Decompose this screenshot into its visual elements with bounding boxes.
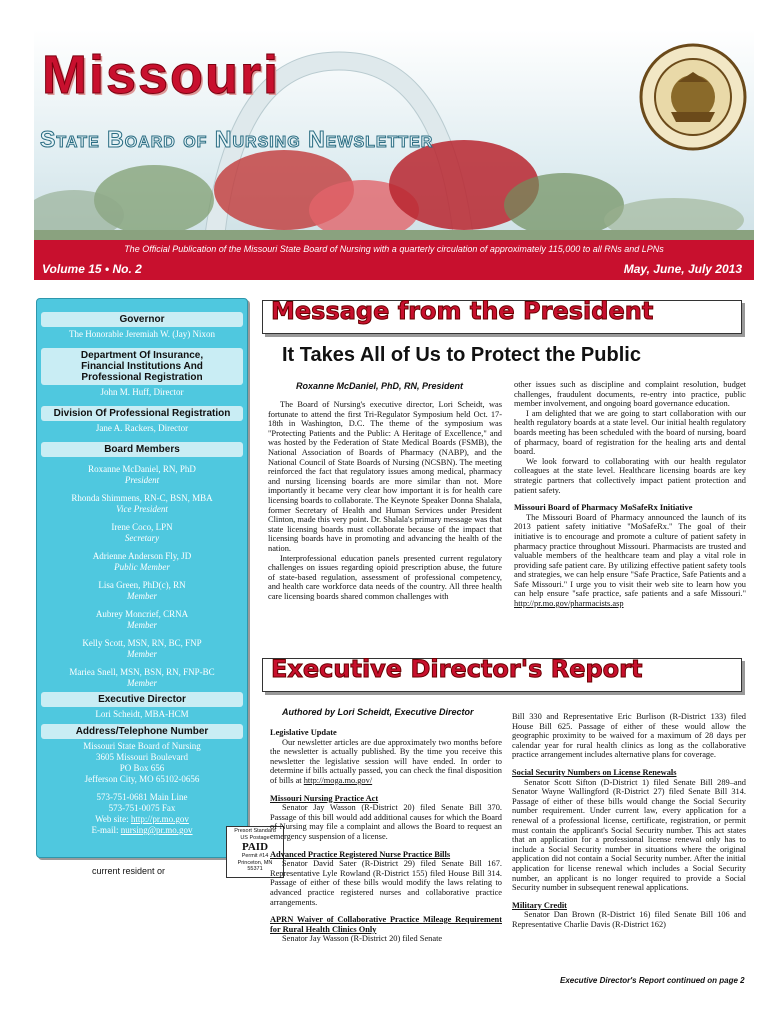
board-member-role: Member xyxy=(127,591,157,601)
executive-director-name: Lori Scheidt, MBA-HCM xyxy=(95,709,189,719)
address-heading: Address/Telephone Number xyxy=(41,724,243,739)
board-member-name: Mariea Snell, MSN, BSN, RN, FNP-BC xyxy=(69,667,215,677)
board-member xyxy=(41,609,243,631)
address-line: Missouri State Board of Nursing xyxy=(83,741,201,751)
insurance-block xyxy=(37,345,247,403)
permit-city: Princeton, MN xyxy=(237,859,273,866)
paid-label: PAID xyxy=(241,841,269,853)
article-paragraph: other issues such as discipline and complaint resolution, budget challenges, fraudulent documents, re-entry into practice, public member involvement, and ongoing board governance education. xyxy=(514,380,746,409)
article-paragraph: Senator David Sater (R-District 29) filed Senate Bill 167. Representative Lyle Rowland (R-District 155) filed House Bill 314. Passage of either of these bills would modify the laws relating to advanced practice registered nurses and collaborative practice arrangements. xyxy=(270,859,502,907)
masthead-title: Missouri xyxy=(42,45,281,105)
missouri-state-seal-logo xyxy=(638,42,748,152)
president-section-header xyxy=(262,297,742,334)
board-member-name: Irene Coco, LPN xyxy=(111,522,173,532)
masthead-tagline: The Official Publication of the Missouri State Board of Nursing with a quarterly circulation of approximately 115,000 to all RNs and LPNs xyxy=(124,244,664,254)
registration-director-name: Jane A. Rackers, Director xyxy=(95,423,189,433)
address-line: PO Box 656 xyxy=(119,763,165,773)
board-member-name: Adrienne Anderson Fly, JD xyxy=(92,551,192,561)
article-paragraph: Senator Scott Sifton (D-District 1) filed Senate Bill 289–and Senator Wayne Wallingford (R-District 27) filed Senate Bill 314. Passage of either of these bills would change the Social Security number requirement. Under current law, every application for a renewal of a professional license, certificate, registration, or permit must contain the applicant's Social Security number. This act states that an application for a professional license renewal only has to include a Social Security number in situations where the original application did not contain a Social Security number. After the initial application for license renewal which includes a Social Security number, an applicant is no longer required to provide a Social Security number in subsequent renewal applications. xyxy=(512,777,746,893)
legislative-update-text: Our newsletter articles are due approximately two months before the newsletter is actually published. By the time you receive this newsletter the legislative session will have ended. In order to determine if bills actually passed, you can check the final disposition of bills at xyxy=(270,737,502,785)
pharmacists-link[interactable]: http://pr.mo.gov/pharmacists.asp xyxy=(514,599,624,609)
address-block xyxy=(37,721,247,841)
president-column-1 xyxy=(268,400,502,601)
website-link[interactable]: http://pr.mo.gov xyxy=(130,814,189,824)
board-member xyxy=(41,522,243,544)
insurance-heading xyxy=(41,348,243,385)
registration-heading: Division Of Professional Registration xyxy=(41,406,243,421)
masthead-subtitle: State Board of Nursing Newsletter xyxy=(40,126,434,152)
board-member xyxy=(41,667,243,689)
postage-label: US Postage xyxy=(240,834,270,841)
address-line: 3605 Missouri Boulevard xyxy=(96,752,188,762)
permit-label: Permit #14 xyxy=(241,853,269,859)
board-member-name: Lisa Green, PhD(c), RN xyxy=(98,580,186,590)
article-paragraph: Senator Jay Wasson (R-District 20) filed Senate Bill 370. Passage of this bill would add additional causes for which the Board of Nursing may file a complaint and allows the Board to request an emergency suspension of a license. xyxy=(270,803,502,841)
president-column-2 xyxy=(514,380,746,609)
insurance-heading-line-1: Department Of Insurance, xyxy=(80,350,204,361)
masthead xyxy=(34,30,754,240)
board-member-name: Kelly Scott, MSN, RN, BC, FNP xyxy=(82,638,202,648)
insurance-heading-line-3: Professional Registration xyxy=(81,372,203,383)
mosaferx-text: The Missouri Board of Pharmacy announced the launch of its 2013 patient safety initiative "MoSafeRx." The goal of their initiative is to encourage and promote a culture of patient safety in pharmacy practice throughout Missouri. Pharmacists are trusted and valuable members of the healthcare team and play a vital role in providing safe patient care. By utilizing effective patient safety tools and strategies, we can help ensure "Safe Practice, Safe Patients and a Safe Missouri." I urge you to visit their web site to learn how you can help ensure "safe practice, safe patients and a safe Missouri." xyxy=(514,512,746,599)
website-label: Web site: xyxy=(95,814,131,824)
article-subheading: Legislative Update xyxy=(270,728,337,737)
board-member-role: Secretary xyxy=(124,533,160,543)
website-line xyxy=(41,814,243,825)
email-line xyxy=(41,825,243,836)
volume-number: Volume 15 • No. 2 xyxy=(42,262,142,276)
fax-number: 573-751-0075 Fax xyxy=(108,803,176,813)
board-member-name: Roxanne McDaniel, RN, PhD xyxy=(88,464,196,474)
board-member xyxy=(41,580,243,602)
director-byline: Authored by Lori Scheidt, Executive Director xyxy=(282,707,474,717)
article-paragraph xyxy=(270,738,502,786)
address-line: Jefferson City, MO 65102-0656 xyxy=(84,774,200,784)
board-member xyxy=(41,464,243,486)
board-member xyxy=(41,551,243,573)
board-member xyxy=(41,493,243,515)
permit-zip: 55371 xyxy=(247,866,263,872)
article-paragraph xyxy=(514,513,746,609)
article-paragraph: Senator Jay Wasson (R-District 20) filed Senate xyxy=(282,934,443,944)
article-subheading: APRN Waiver of Collaborative Practice Mileage Requirement for Rural Health Clinics Only xyxy=(270,915,502,934)
governor-name: The Honorable Jeremiah W. (Jay) Nixon xyxy=(69,329,215,339)
article-subheading: Advanced Practice Registered Nurse Practice Bills xyxy=(270,849,451,859)
executive-director-block xyxy=(37,689,247,725)
email-link[interactable]: nursing@pr.mo.gov xyxy=(120,825,193,835)
board-member-name: Aubrey Moncrief, CRNA xyxy=(95,609,189,619)
resident-address-label: current resident or xyxy=(92,866,166,876)
continued-notice: Executive Director's Report continued on page 2 xyxy=(560,976,745,985)
board-member-name: Rhonda Shimmens, RN-C, BSN, MBA xyxy=(71,493,213,503)
president-byline: Roxanne McDaniel, PhD, RN, President xyxy=(296,381,464,391)
issue-date: May, June, July 2013 xyxy=(623,262,742,276)
board-members-heading: Board Members xyxy=(41,442,243,457)
article-paragraph: We look forward to collaborating with our health regulator colleagues at the state level. Healthcare licensing boards are key strategic partners that collectively impact patient protection and patient safety. xyxy=(514,456,746,495)
governor-heading: Governor xyxy=(41,312,243,327)
masthead-info-bar xyxy=(34,240,754,280)
insurance-director-name: John M. Huff, Director xyxy=(100,387,184,397)
article-paragraph: Interprofessional education panels presented current regulatory challenges on issues regarding opioid prescription abuse, the future of state-based regulation, assessment of professional competency, and health care workforce data needs of the country. All three health care licensing boards shared common challenges with xyxy=(268,553,502,601)
article-paragraph: Bill 330 and Representative Eric Burlison (R-District 133) filed House Bill 625. Passage of either of these would allow the geographic proximity to be waived for a maximum of 28 days per calendar year for rural health clinics as long as the collaborative practice arrangement includes alternative plans for coverage. xyxy=(512,712,746,760)
governor-block xyxy=(37,299,247,345)
president-headline: It Takes All of Us to Protect the Public xyxy=(282,344,641,366)
board-directory-sidebar xyxy=(36,298,248,858)
main-phone: 573-751-0681 Main Line xyxy=(96,792,188,802)
insurance-heading-line-2: Financial Institutions And xyxy=(81,361,203,372)
article-paragraph: Senator Dan Brown (R-District 16) filed Senate Bill 106 and Representative Charlie Davis (R-District 162) xyxy=(512,910,746,929)
presort-label: Presort Standard xyxy=(234,828,276,834)
email-label: E-mail: xyxy=(91,825,121,835)
board-member-role: Member xyxy=(127,678,157,688)
board-member-role: Vice President xyxy=(116,504,168,514)
article-subheading: Missouri Board of Pharmacy MoSafeRx Initiative xyxy=(514,503,693,513)
director-section-title: Executive Director's Report xyxy=(271,655,643,683)
board-member-role: President xyxy=(124,475,160,485)
director-column-2 xyxy=(512,712,746,929)
board-member-role: Member xyxy=(127,649,157,659)
director-section-header xyxy=(262,655,742,692)
executive-director-heading: Executive Director xyxy=(41,692,243,707)
president-section-title: Message from the President xyxy=(271,297,654,325)
board-member xyxy=(41,638,243,660)
article-subheading: Military Credit xyxy=(512,900,567,910)
board-member-role: Member xyxy=(127,620,157,630)
article-paragraph: I am delighted that we are going to start collaboration with our health regulatory boards at a state level. Our initial health regulatory boards meeting has been scheduled with the board of nursing, board of pharmacy, board of registration for the healing arts and dental board. xyxy=(514,408,746,457)
board-member-role: Public Member xyxy=(114,562,170,572)
article-subheading: Missouri Nursing Practice Act xyxy=(270,793,379,803)
article-subheading: Social Security Numbers on License Renewals xyxy=(512,767,677,777)
article-paragraph: The Board of Nursing's executive director, Lori Scheidt, was fortunate to attend the first Tri-Regulator Symposium held Oct. 17-18th in Washington, D.C. The theme of the symposium was "Protecting Patients and the Public: A Heritage of Excellence," and was hosted by the Federation of State Medical Boards (FSMB), the National Association of Boards of Pharmacy (NABP), and the National Council of State Boards of Nursing (NCSBN). The meeting reinforced the fact that regulatory issues among medical, pharmacy and nursing licensing boards are more similar than not. More importantly it became very clear how important it is for health care licensing boards to collaborate. The Keynote Speaker Donna Shalala, former Secretary of Health and Human Services under President Clinton, made this very point. Dr. Shalala's primary message was that state licensing boards must collaborate because of the impact that licensing boards have in promoting and advancing the health of the nation. xyxy=(268,400,502,553)
director-column-1 xyxy=(270,728,502,944)
board-members-block xyxy=(37,439,247,694)
registration-block xyxy=(37,403,247,439)
moga-link[interactable]: http://moga.mo.gov/ xyxy=(303,775,373,785)
